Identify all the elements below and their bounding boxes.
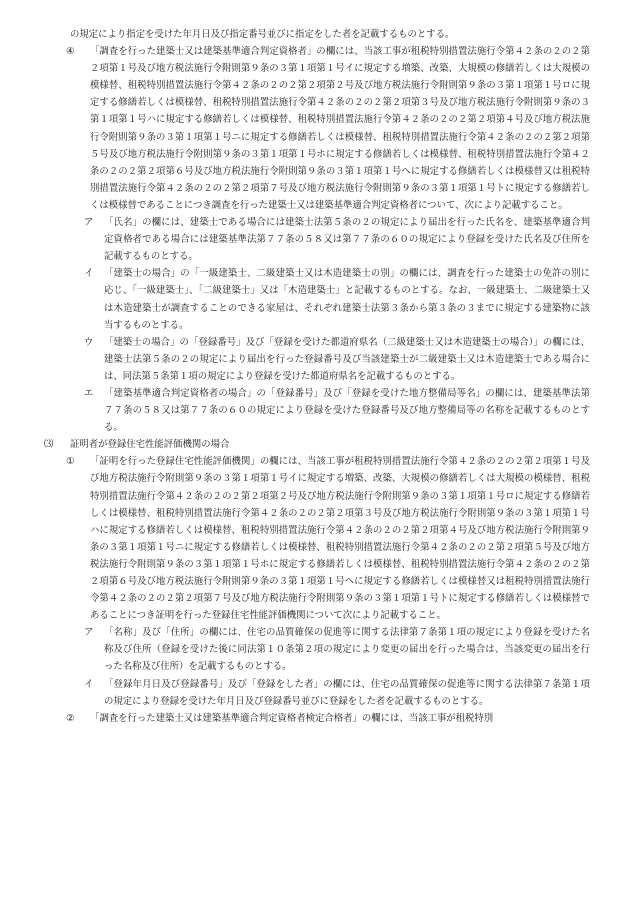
item-1	[66, 453, 590, 624]
item-2	[66, 710, 590, 727]
item-4-sub-e	[84, 385, 590, 436]
sub-text: 「建築士の場合」の「一級建築士、二級建築士又は木造建築士の別」の欄には、調査を行った建築士の免許の別に応じ、「一級建築士」、「二級建築士」又は「木造建築士」と記載するものとする。なお、一級建築士、二級建築士又は木造建築士が調査することのできる家屋は、それぞれ建築士法第３条から第３条の３までに規定する建築物に該当するものとする。	[104, 268, 590, 331]
sub-marker: イ	[84, 268, 94, 280]
sub-text: 「建築基準適合判定資格者の場合」の「登録番号」及び「登録を受けた地方整備局等名」の欄には、建築基準法第７７条の５８又は第７７条の６０の規定により登録を受けた登録番号及び地方整備局等の名称を記載するものとする。	[104, 387, 590, 434]
sub-marker: ウ	[84, 336, 94, 348]
item-1-marker: ①	[66, 456, 75, 468]
section-3-heading	[44, 436, 590, 453]
sub-text: 「氏名」の欄には、建築士である場合には建築士法第５条の２の規定により届出を行った氏名を、建築基準適合判定資格者である場合には建築基準法第７７条の５８又は第７７条の６０の規定により登録を受けた氏名及び住所を記載するものとする。	[104, 217, 590, 263]
item-4-sub-i	[84, 265, 590, 333]
item-1-sub-i	[84, 676, 590, 710]
item-4-text: 「調査を行った建築士又は建築基準適合判定資格者」の欄には、当該工事が租税特別措置法施行令第４２条の２の２第２項第１号及び地方税法施行令附則第９条の３第１項第１号イに規定する増築、改築、大規模の修繕若しくは大規模の模様替、租税特別措置法施行令第４２条の２の２第２項第２号及び地方税法施行令附則第９条の３第１項第１号ロに規定する修繕若しくは模様替、租税特別措置法施行令第４２条の２の２第２項第３号及び地方税法施行令附則第９条の３第１項第１号ハに規定する修繕若しくは模様替、租税特別措置法施行令第４２条の２の２第２項第４号及び地方税法施行令附則第９条の３第１項第１号ニに規定する修繕若しくは模様替、租税特別措置法施行令第４２条の２の２第２項第５号及び地方税法施行令附則第９条の３第１項第１号ホに規定する修繕若しくは模様替、租税特別措置法施行令第４２条の２の２第２項第６号及び地方税法施行令附則第９条の３第１項第１号へに規定する修繕若しくは模様替又は租税特別措置法施行令第４２条の２の２第２項第７号及び地方税法施行令附則第９条の３第１項第１号トに規定する修繕若しくは模様替であることにつき調査を行った建築士又は建築基準適合判定資格者について、次により記載すること。	[90, 46, 590, 211]
sub-text: 「名称」及び「住所」の欄には、住宅の品質確保の促進等に関する法律第７条第１項の規定により登録を受けた名称及び住所（登録を受けた後に同法第１０条第２項の規定により変更の届出を行った場合は、当該変更の届出を行った名称及び住所）を記載するものとする。	[104, 627, 590, 673]
item-2-text: 「調査を行った建築士又は建築基準適合判定資格者検定合格者」の欄には、当該工事が租税特別	[90, 712, 494, 724]
item-4-sub-u	[84, 334, 590, 385]
sub-marker: ア	[84, 217, 94, 229]
item-4-sub-a	[84, 214, 590, 265]
item-4-marker: ④	[66, 46, 75, 58]
item-1-text: 「証明を行った登録住宅性能評価機関」の欄には、当該工事が租税特別措置法施行令第４２条の２の２第２項第１号及び地方税法施行令附則第９条の３第１項第１号イに規定する増築、改築、大規模の修繕若しくは大規模の模様替、租税特別措置法施行令第４２条の２の２第２項第２号及び地方税法施行令附則第９条の３第１項第１号ロに規定する修繕若しくは模様替、租税特別措置法施行令第４２条の２の２第２項第３号及び地方税法施行令附則第９条の３第１項第１号ハに規定する修繕若しくは模様替、租税特別措置法施行令第４２条の２の２第２項第４号及び地方税法施行令附則第９条の３第１項第１号ニに規定する修繕若しくは模様替、租税特別措置法施行令第４２条の２の２第２項第５号及び地方税法施行令附則第９条の３第１項第１号ホに規定する修繕若しくは模様替、租税特別措置法施行令第４２条の２の２第２項第６号及び地方税法施行令附則第９条の３第１項第１号へに規定する修繕若しくは模様替又は租税特別措置法施行令第４２条の２の２第２項第７号及び地方税法施行令附則第９条の３第１項第１号トに規定する修繕若しくは模様替であることにつき証明を行った登録住宅性能評価機関について次により記載すること。	[90, 456, 590, 622]
sub-text: 「登録年月日及び登録番号」及び「登録をした者」の欄には、住宅の品質確保の促進等に関する法律第７条第１項の規定により登録を受けた年月日及び登録番号並びに登録をした者を記載するものとする。	[104, 678, 590, 707]
item-1-sub-a	[84, 624, 590, 675]
item-4	[66, 43, 590, 214]
section-3-marker: ⑶	[44, 439, 54, 451]
sub-text: 「建築士の場合」の「登録番号」及び「登録を受けた都道府県名（二級建築士又は木造建築士の場合）」の欄には、建築士法第５条の２の規定により届出を行った登録番号及び当該建築士が二級建築士又は木造建築士である場合には、同法第５条第１項の規定により登録を受けた都道府県名を記載するものとする。	[104, 336, 590, 382]
continuation-paragraph: の規定により指定を受けた年月日及び指定番号並びに指定をした者を記載するものとする。	[70, 29, 455, 40]
section-3-title: 証明者が登録住宅性能評価機関の場合	[70, 439, 230, 451]
sub-marker: ア	[84, 627, 94, 639]
sub-marker: イ	[84, 678, 94, 690]
item-2-marker: ②	[66, 712, 75, 724]
sub-marker: エ	[84, 387, 94, 399]
